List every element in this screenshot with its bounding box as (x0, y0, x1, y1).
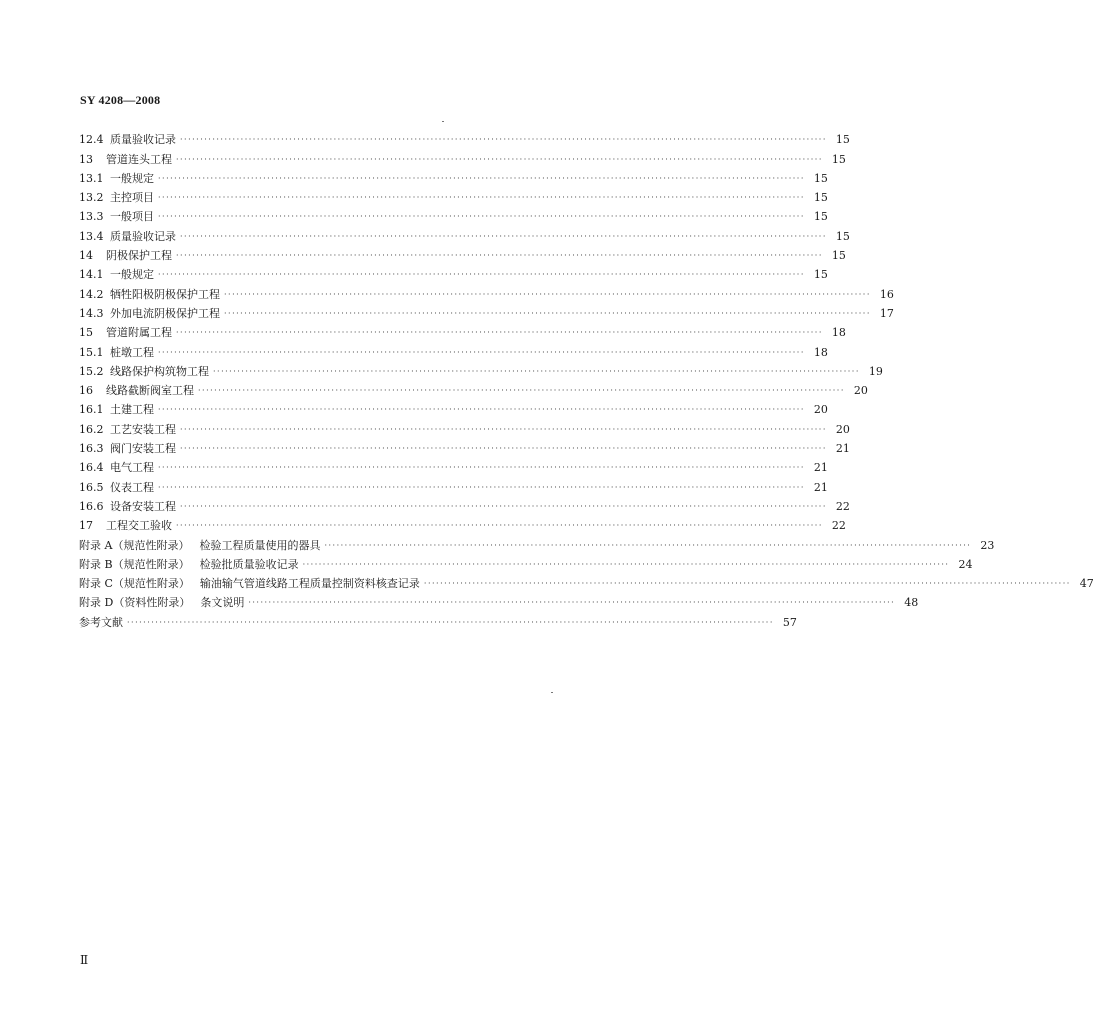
toc-entry (79, 495, 850, 514)
toc-entry (79, 398, 828, 417)
dot-leader: ································································································································································ (158, 347, 805, 357)
toc-entry-title: 设备安装工程 (110, 499, 176, 513)
table-of-contents (79, 128, 1094, 630)
dot-leader: ································································································································································ (158, 482, 805, 492)
toc-entry-title: 主控项目 (110, 191, 154, 205)
toc-entry (79, 572, 1094, 591)
toc-entry (79, 263, 828, 282)
toc-entry-page: 57 (782, 615, 797, 629)
toc-entry (79, 282, 894, 301)
toc-entry (79, 475, 828, 494)
toc-entry-title: 一般规定 (110, 268, 154, 282)
toc-entry (79, 379, 868, 398)
toc-entry-page: 15 (831, 249, 846, 263)
dot-leader: ································································································································································ (198, 386, 845, 396)
toc-entry (79, 610, 797, 629)
toc-entry (79, 244, 846, 263)
toc-entry-title: 输油输气管道线路工程质量控制资料核查记录 (199, 577, 420, 591)
toc-entry-page: 20 (813, 403, 828, 417)
toc-entry-number: 12.4 (79, 133, 104, 147)
toc-entry-number: 16.1 (79, 403, 104, 417)
dot-leader: ································································································································································ (180, 231, 827, 241)
toc-entry-title: 线路截断阀室工程 (106, 384, 194, 398)
toc-entry-title: 管道连头工程 (106, 152, 172, 166)
toc-entry-number: 16.3 (79, 442, 104, 456)
dot-leader: ································································································································································ (158, 270, 805, 280)
toc-entry-number: 13 (79, 152, 93, 166)
toc-entry-title: 参考文献 (79, 615, 123, 629)
toc-entry-page: 20 (853, 384, 868, 398)
toc-entry-page: 48 (904, 596, 919, 610)
toc-entry-number: 15.2 (79, 364, 104, 378)
toc-entry-title: 检验批质量验收记录 (199, 557, 299, 571)
toc-entry-title: 线路保护构筑物工程 (110, 364, 209, 378)
toc-entry-title: 条文说明 (200, 596, 245, 610)
toc-entry-number: 13.1 (79, 171, 104, 185)
scan-speck (551, 692, 553, 693)
dot-leader: ································································································································································ (224, 308, 871, 318)
toc-entry-number: 16.6 (79, 499, 104, 513)
dot-leader: ································································································································································ (302, 559, 950, 569)
toc-entry-page: 18 (831, 326, 846, 340)
toc-entry-page: 21 (813, 480, 828, 494)
toc-entry-page: 15 (831, 152, 846, 166)
dot-leader: ································································································································································ (324, 540, 972, 550)
toc-entry (79, 437, 850, 456)
toc-entry (79, 340, 828, 359)
toc-entry-number: 附录 D（资料性附录） (79, 596, 191, 610)
toc-entry-number: 附录 B（规范性附录） (79, 557, 190, 571)
toc-entry (79, 205, 828, 224)
toc-entry-title: 阴极保护工程 (106, 249, 172, 263)
toc-entry-page: 15 (835, 133, 850, 147)
toc-entry-page: 15 (813, 171, 828, 185)
dot-leader: ································································································································································ (176, 154, 823, 164)
toc-entry-page: 21 (835, 442, 850, 456)
toc-entry-page: 15 (813, 210, 828, 224)
toc-entry (79, 417, 850, 436)
toc-entry-page: 18 (813, 345, 828, 359)
toc-entry-title: 一般规定 (110, 171, 154, 185)
toc-entry (79, 167, 828, 186)
toc-entry (79, 302, 894, 321)
toc-entry (79, 360, 883, 379)
toc-entry-page: 22 (831, 519, 846, 533)
toc-entry (79, 533, 995, 552)
toc-entry (79, 147, 846, 166)
toc-entry-page: 20 (835, 422, 850, 436)
toc-entry-page: 22 (835, 499, 850, 513)
toc-entry-number: 13.3 (79, 210, 104, 224)
toc-entry-title: 检验工程质量使用的器具 (199, 538, 321, 552)
toc-entry (79, 591, 919, 610)
toc-entry-number: 13.4 (79, 229, 104, 243)
toc-entry-page: 15 (835, 229, 850, 243)
scan-speck (442, 121, 444, 122)
toc-entry-number: 14 (79, 249, 93, 263)
toc-entry (79, 553, 973, 572)
dot-leader: ································································································································································ (176, 251, 823, 261)
toc-entry-title: 桩墩工程 (110, 345, 154, 359)
toc-entry (79, 321, 846, 340)
toc-entry-title: 工程交工验收 (106, 519, 172, 533)
toc-entry-page: 15 (813, 268, 828, 282)
toc-entry-page: 23 (980, 538, 995, 552)
dot-leader: ································································································································································ (180, 424, 827, 434)
toc-entry-title: 电气工程 (110, 461, 154, 475)
dot-leader: ································································································································································ (158, 193, 805, 203)
toc-entry-title: 阀门安装工程 (110, 442, 176, 456)
toc-entry-number: 15 (79, 326, 93, 340)
dot-leader: ································································································································································ (180, 501, 827, 511)
toc-entry-number: 16.5 (79, 480, 104, 494)
toc-entry-page: 19 (868, 364, 883, 378)
toc-entry-number: 15.1 (79, 345, 104, 359)
toc-entry-title: 牺牲阳极阴极保护工程 (110, 287, 220, 301)
toc-entry-page: 17 (879, 306, 894, 320)
toc-entry-number: 16.4 (79, 461, 104, 475)
toc-entry-number: 附录 A（规范性附录） (79, 538, 190, 552)
toc-entry-number: 13.2 (79, 191, 104, 205)
dot-leader: ································································································································································ (224, 289, 871, 299)
toc-entry-page: 15 (813, 191, 828, 205)
toc-entry (79, 128, 850, 147)
toc-entry (79, 514, 846, 533)
dot-leader: ································································································································································ (158, 463, 805, 473)
toc-entry-page: 24 (958, 557, 973, 571)
toc-entry-page: 47 (1079, 577, 1094, 591)
toc-entry-number: 16 (79, 384, 93, 398)
dot-leader: ································································································································································ (158, 405, 805, 415)
dot-leader: ································································································································································ (423, 579, 1071, 589)
toc-entry-title: 质量验收记录 (110, 133, 176, 147)
dot-leader: ································································································································································ (180, 135, 827, 145)
toc-entry-number: 14.1 (79, 268, 104, 282)
toc-entry-title: 外加电流阴极保护工程 (110, 306, 220, 320)
toc-entry (79, 224, 850, 243)
dot-leader: ································································································································································ (248, 598, 896, 608)
toc-entry-title: 一般项目 (110, 210, 154, 224)
toc-entry-title: 仪表工程 (110, 480, 154, 494)
toc-entry-page: 21 (813, 461, 828, 475)
toc-entry-page: 16 (879, 287, 894, 301)
dot-leader: ································································································································································ (180, 444, 827, 454)
toc-entry-title: 工艺安装工程 (110, 422, 176, 436)
toc-entry-number: 14.3 (79, 306, 104, 320)
dot-leader: ································································································································································ (158, 173, 805, 183)
dot-leader: ································································································································································ (127, 617, 774, 627)
document-code-header: SY 4208—2008 (80, 93, 161, 107)
toc-entry (79, 186, 828, 205)
toc-entry-number: 14.2 (79, 287, 104, 301)
dot-leader: ································································································································································ (158, 212, 805, 222)
toc-entry-title: 土建工程 (110, 403, 154, 417)
toc-entry-title: 质量验收记录 (110, 229, 176, 243)
dot-leader: ································································································································································ (213, 366, 860, 376)
toc-entry-number: 附录 C（规范性附录） (79, 577, 190, 591)
toc-entry-number: 16.2 (79, 422, 104, 436)
toc-entry-title: 管道附属工程 (106, 326, 172, 340)
toc-entry (79, 456, 828, 475)
page-folio: Ⅱ (80, 953, 89, 967)
dot-leader: ································································································································································ (176, 521, 823, 531)
toc-entry-number: 17 (79, 519, 93, 533)
dot-leader: ································································································································································ (176, 328, 823, 338)
